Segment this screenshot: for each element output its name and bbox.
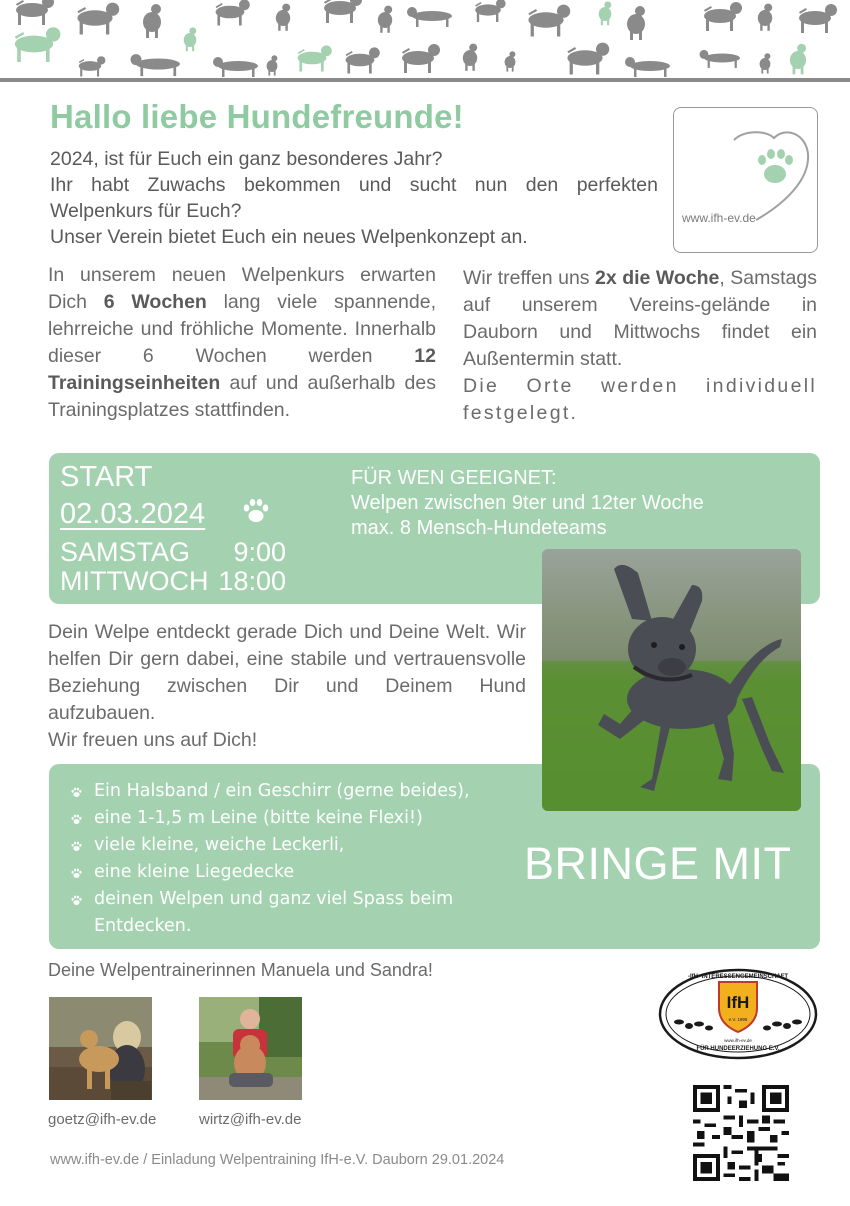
meeting-frequency: 2x die Woche <box>595 267 720 289</box>
schedule-saturday <box>60 537 286 568</box>
welcome-text <box>48 619 526 754</box>
course-text-3: auf und außerhalb des Trainingsplatzes stattfinden. <box>48 372 436 421</box>
meeting-text-2: , Samstags auf unserem Vereins-gelände in Dauborn und Mittwochs findet ein Außentermin statt. <box>463 267 817 370</box>
list-item <box>70 832 490 859</box>
intro-text <box>50 146 658 250</box>
target-group-line-2: max. 8 Mensch-Hundeteams <box>351 517 607 539</box>
target-group-line-1: Welpen zwischen 9ter und 12ter Woche <box>351 492 704 514</box>
paw-bullet-icon <box>70 867 83 880</box>
list-item <box>70 886 490 940</box>
list-item <box>70 778 490 805</box>
trainers-heading: Deine Welpentrainerinnen Manuela und Sandra! <box>48 960 433 980</box>
heart-paw-logo-box <box>673 107 818 253</box>
meeting-description <box>463 265 817 427</box>
ifh-initials: IfH <box>726 993 750 1012</box>
start-label: START <box>60 461 153 493</box>
schedule-time-2: 18:00 <box>218 566 286 596</box>
welcome-paragraph: Dein Welpe entdeckt gerade Dich und Deine Welt. Wir helfen Dir gern dabei, eine stabile und vertrauensvolle Beziehung zwischen Dir und Deinem Hund aufzubauen. <box>48 621 526 724</box>
trainer-photo-sandra <box>199 997 302 1100</box>
logo-url: www.ifh-ev.de <box>682 211 756 225</box>
ifh-since: e.V. 1995 <box>728 1017 748 1022</box>
schedule-time-1: 9:00 <box>233 537 286 567</box>
paw-bullet-icon <box>70 813 83 826</box>
paw-icon <box>240 495 272 527</box>
paw-bullet-icon <box>70 840 83 853</box>
intro-line-1: 2024, ist für Euch ein ganz besonderes Jahr? <box>50 148 443 170</box>
list-item-text: eine 1-1,5 m Leine (bitte keine Flexi!) <box>94 808 423 828</box>
bring-list <box>70 778 490 940</box>
headline: Hallo liebe Hundefreunde! <box>50 98 464 135</box>
ifh-emblem <box>657 966 819 1062</box>
schedule-day-2: MITTWOCH <box>60 566 209 596</box>
list-item <box>70 859 490 886</box>
meeting-text-1: Wir treffen uns <box>463 267 596 289</box>
intro-line-2: Ihr habt Zuwachs bekommen und sucht nun den perfekten <box>50 174 658 196</box>
trainer-photo-manuela <box>49 997 152 1100</box>
course-sessions: 12 Trainingseinheiten <box>48 345 436 394</box>
intro-line-3: Welpenkurs für Euch? <box>50 200 242 222</box>
meeting-paragraph <box>463 265 817 373</box>
target-group <box>351 466 704 541</box>
heart-paw-icon <box>674 108 819 254</box>
course-text-1: In unserem neuen Welpenkurs erwarten Dich <box>48 264 436 313</box>
list-item-text: deinen Welpen und ganz viel Spass beim Entdecken. <box>94 889 454 936</box>
paw-bullet-icon <box>70 786 83 799</box>
locations-note: Die Orte werden individuell festgelegt. <box>463 375 817 424</box>
course-weeks: 6 Wochen <box>103 291 207 313</box>
puppy-illustration <box>542 549 801 811</box>
course-description <box>48 262 436 424</box>
schedule-wednesday <box>60 566 286 597</box>
email-manuela[interactable]: goetz@ifh-ev.de <box>48 1111 157 1128</box>
schedule-day-1: SAMSTAG <box>60 537 191 567</box>
dog-silhouettes-graphic <box>0 0 850 78</box>
trainer-photo-2-illustration <box>199 997 302 1100</box>
ifh-club-logo <box>657 966 819 1062</box>
intro-line-4: Unser Verein bietet Euch ein neues Welpenkonzept an. <box>50 226 528 248</box>
ifh-bottom-text: FÜR HUNDEERZIEHUNG E.V. <box>696 1046 780 1052</box>
list-item <box>70 805 490 832</box>
header-dog-silhouettes <box>0 0 850 78</box>
list-item-text: Ein Halsband / ein Geschirr (gerne beides), <box>94 781 470 801</box>
ifh-url: www.ifh-ev.de <box>724 1038 752 1043</box>
header-divider <box>0 78 850 82</box>
bring-title: BRINGE MIT <box>524 838 792 889</box>
trainer-photo-1-illustration <box>49 997 152 1100</box>
footer-text: www.ifh-ev.de / Einladung Welpentraining IfH-e.V. Dauborn 29.01.2024 <box>50 1152 505 1168</box>
ifh-top-text: -IfH- INTERESSENGEMEINSCHAFT <box>687 974 789 980</box>
course-text-2: lang viele spannende, lehrreiche und fröhliche Momente. Innerhalb dieser 6 Wochen werden <box>48 291 436 367</box>
list-item-text: viele kleine, weiche Leckerli, <box>94 835 345 855</box>
list-item-text: eine kleine Liegedecke <box>94 862 295 882</box>
target-group-title: FÜR WEN GEEIGNET: <box>351 467 557 489</box>
paw-bullet-icon <box>70 894 83 907</box>
puppy-photo <box>542 549 801 811</box>
start-date: 02.03.2024 <box>60 498 206 530</box>
email-sandra[interactable]: wirtz@ifh-ev.de <box>199 1111 302 1128</box>
welcome-closing: Wir freuen uns auf Dich! <box>48 729 258 751</box>
qr-code[interactable] <box>693 1085 789 1181</box>
